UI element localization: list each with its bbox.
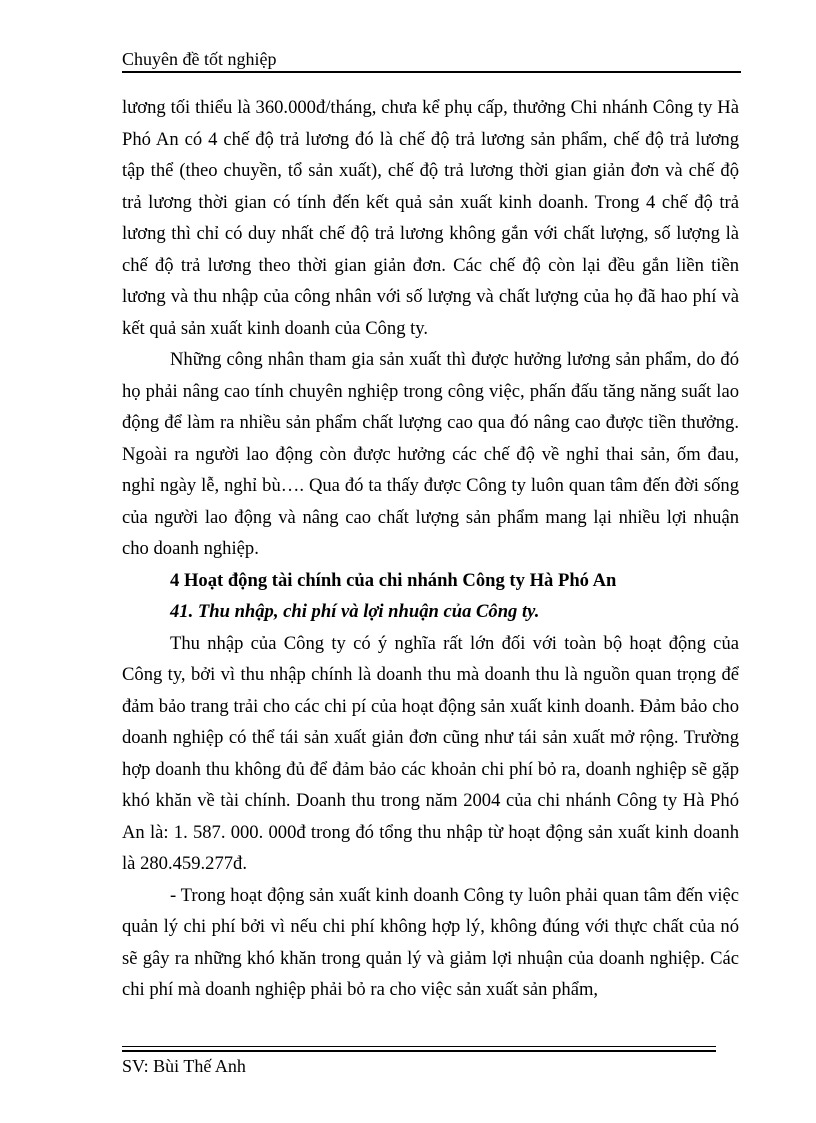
paragraph: - Trong hoạt động sản xuất kinh doanh Công ty luôn phải quan tâm đến việc quản lý chi phí bởi vì nếu chi phí không hợp lý, không đúng với thực chất của nó sẽ gây ra những khó khăn trong quản lý và giảm lợi nhuận của doanh nghiệp. Các chi phí mà doanh nghiệp phải bỏ ra cho việc sản xuất sản phẩm, bbox=[122, 884, 739, 1000]
paragraph: Thu nhập của Công ty có ý nghĩa rất lớn đối với toàn bộ hoạt động của Công ty, bởi vì thu nhập chính là doanh thu mà doanh thu là nguồn quan trọng để đảm bảo trang trải cho các chi pí của hoạt động sản xuất kinh doanh. Đảm bảo cho doanh nghiệp có thể tái sản xuất giản đơn cũng như tái sản xuất mở rộng. Trường hợp doanh thu không đủ để đảm bảo các khoản chi phí bỏ ra, doanh nghiệp sẽ gặp khó khăn về tài chính. Doanh thu trong năm 2004 của chi nhánh Công ty Hà Phó An là: 1. 587. 000. 000đ trong đó tổng thu nhập từ hoạt động sản xuất kinh doanh là 280.459.277đ. bbox=[122, 632, 739, 874]
page-body bbox=[122, 92, 739, 1006]
page-header: Chuyên đề tốt nghiệp bbox=[122, 49, 277, 69]
footer-divider-thick bbox=[122, 1050, 716, 1052]
footer-divider bbox=[122, 1046, 716, 1047]
paragraph: lương tối thiểu là 360.000đ/tháng, chưa kể phụ cấp, thưởng Chi nhánh Công ty Hà Phó An có 4 chế độ trả lương đó là chế độ trả lương sản phẩm, chế độ trả lương tập thể (theo chuyền, tổ sản xuất), chế độ trả lương thời gian giản đơn và chế độ trả lương thời gian có tính đến kết quả sản xuất kinh doanh. Trong 4 chế độ trả lương thì chỉ có duy nhất chế độ trả lương không gắn với chất lượng, số lượng là chế độ trả lương theo thời gian giản đơn. Các chế độ còn lại đều gắn liền tiền lương và thu nhập của công nhân với số lượng và chất lượng của họ đã hao phí và kết quả sản xuất kinh doanh của Công ty. bbox=[122, 97, 739, 339]
header-divider bbox=[122, 71, 741, 73]
paragraph: Những công nhân tham gia sản xuất thì được hưởng lương sản phẩm, do đó họ phải nâng cao tính chuyên nghiệp trong công việc, phấn đấu tăng năng suất lao động để làm ra nhiều sản phẩm chất lượng cao qua đó nâng cao được tiền thưởng. Ngoài ra người lao động còn được hưởng các chế độ về nghỉ thai sản, ốm đau, nghỉ ngày lễ, nghỉ bù…. Qua đó ta thấy được Công ty luôn quan tâm đến đời sống của người lao động và nâng cao chất lượng sản phẩm mang lại nhiều lợi nhuận cho doanh nghiệp. bbox=[122, 349, 739, 559]
subsection-heading: 41. Thu nhập, chi phí và lợi nhuận của Công ty. bbox=[170, 601, 540, 622]
section-heading: 4 Hoạt động tài chính của chi nhánh Công ty Hà Phó An bbox=[170, 569, 617, 591]
page-footer: SV: Bùi Thế Anh bbox=[122, 1056, 246, 1076]
